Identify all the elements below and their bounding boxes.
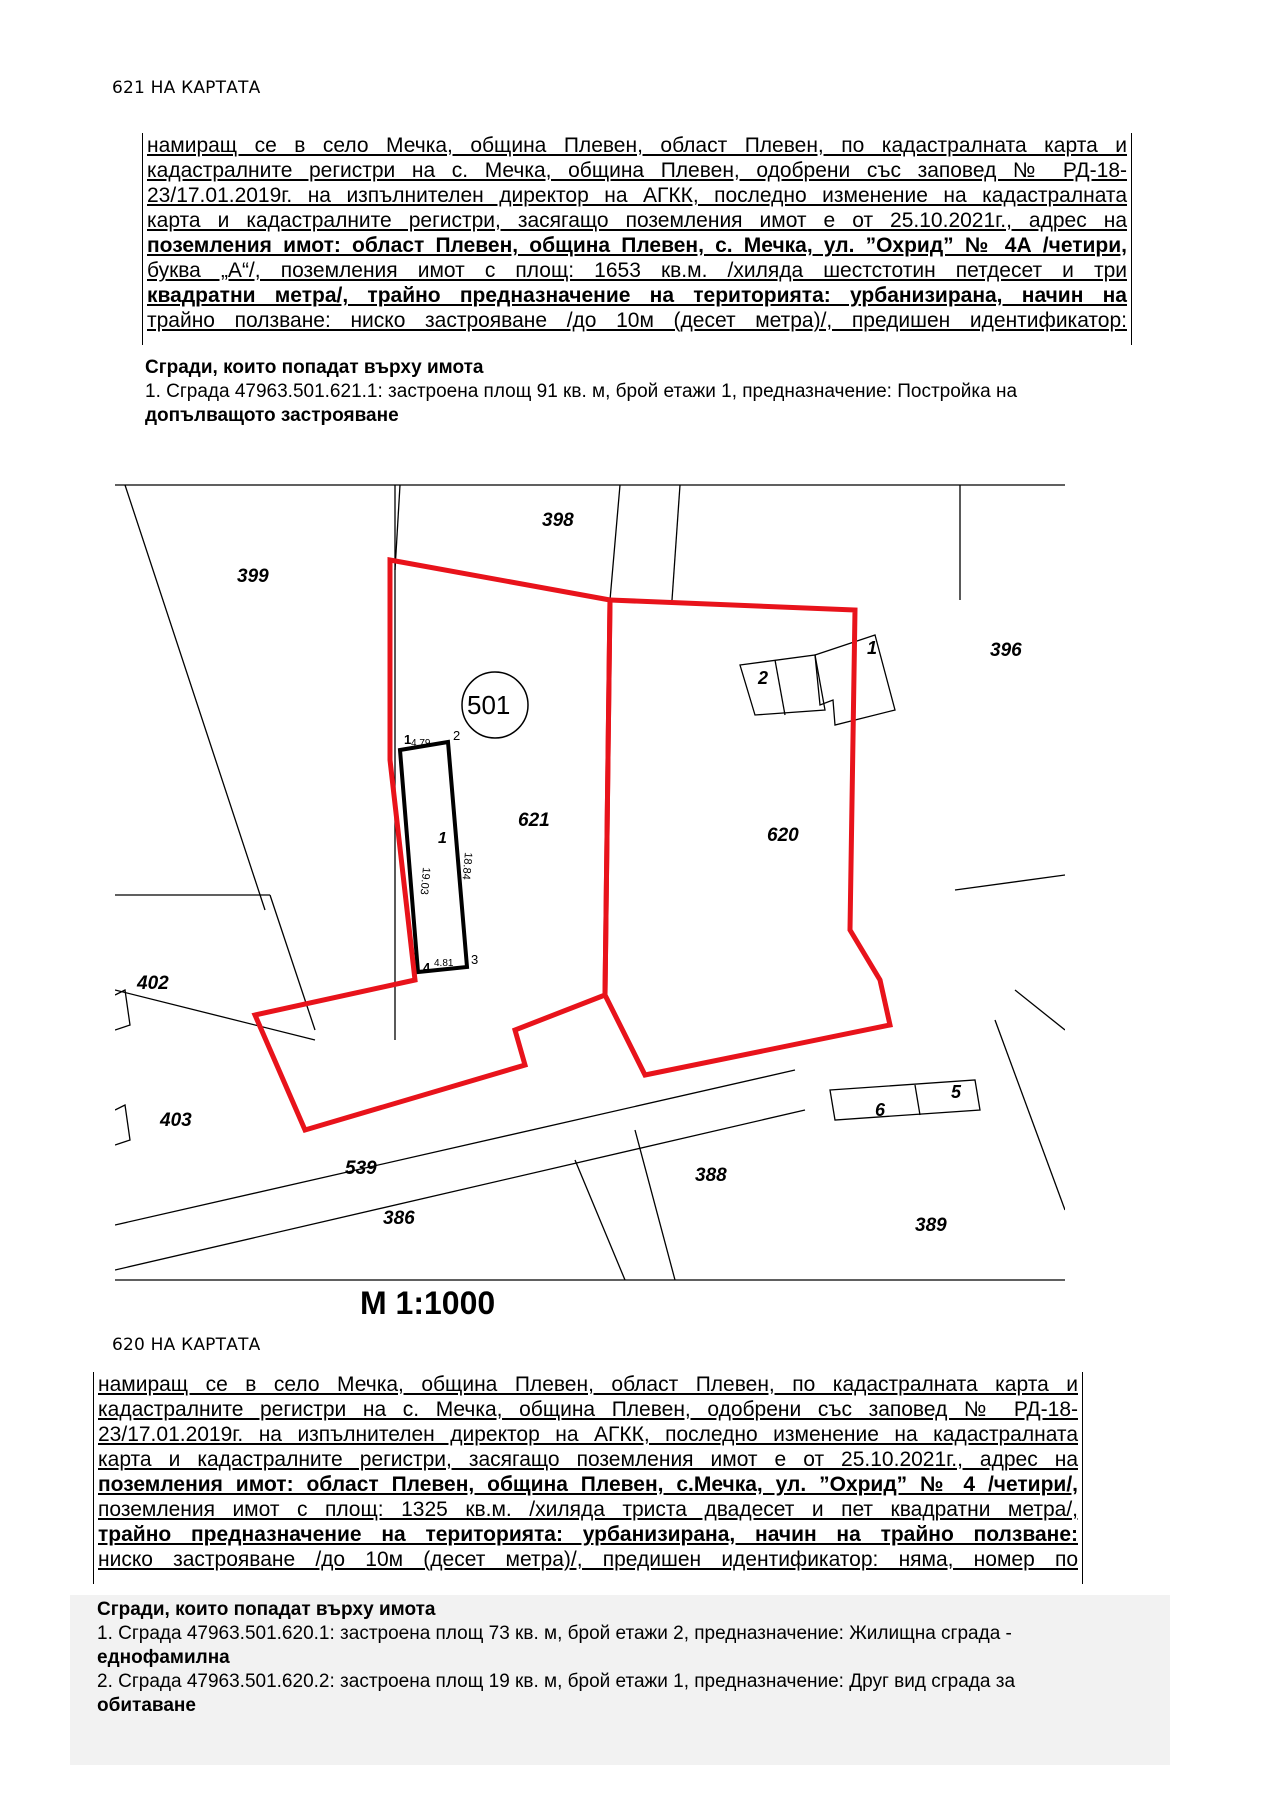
text-line: 23/17.01.2019г. на изпълнителен директор на АГКК, последно изменение на кадастралната bbox=[98, 1423, 1078, 1446]
text-line: поземления имот с площ: 1325 кв.м. /хиляда триста двадесет и пет квадратни метра/, bbox=[98, 1498, 1078, 1521]
parcel-label-621: 621 bbox=[518, 810, 550, 831]
parcel-label-389: 389 bbox=[915, 1215, 947, 1236]
text-line: намиращ се в село Мечка, община Плевен, област Плевен, по кадастралната карта и bbox=[147, 134, 1127, 157]
section-2-scanned-text bbox=[93, 1372, 1083, 1584]
buildings-title: Сгради, които попадат върху имота bbox=[97, 1599, 436, 1620]
buildings-west bbox=[115, 990, 130, 1145]
parcel-label-539: 539 bbox=[345, 1158, 377, 1179]
text-line: буква „А“/, поземления имот с площ: 1653 кв.м. /хиляда шестстотин петдесет и три bbox=[147, 259, 1127, 282]
parcel-label-403: 403 bbox=[160, 1110, 192, 1131]
parcel-label-399: 399 bbox=[237, 566, 269, 587]
buildings-title: Сгради, които попадат върху имота bbox=[145, 357, 484, 378]
dimension-label: 4.79 bbox=[411, 738, 431, 749]
parcel-label-396: 396 bbox=[990, 640, 1022, 661]
text-line: трайно ползване: ниско застрояване /до 10м (десет метра)/, предишен идентификатор: bbox=[147, 309, 1127, 332]
parcel-label-388: 388 bbox=[695, 1165, 727, 1186]
building-number: 5 bbox=[951, 1082, 962, 1102]
corner-number: 1 bbox=[404, 732, 412, 747]
dimension-label: 18.84 bbox=[459, 851, 474, 881]
text-line: кадастралните регистри на с. Мечка, община Плевен, одобрени със заповед № РД-18- bbox=[98, 1398, 1078, 1421]
cadastral-map bbox=[115, 470, 1065, 1310]
text-line: трайно предназначение на територията: урбанизирана, начин на трайно ползване: bbox=[98, 1523, 1078, 1546]
text-line: поземления имот: област Плевен, община Плевен, с. Мечка, ул. ”Охрид” № 4А /четири, bbox=[147, 234, 1127, 257]
text-line: карта и кадастралните регистри, засягащо поземления имот е от 25.10.2021г., адрес на bbox=[98, 1448, 1078, 1471]
text-line: 23/17.01.2019г. на изпълнителен директор на АГКК, последно изменение на кадастралната bbox=[147, 184, 1127, 207]
building-line: 1. Сграда 47963.501.621.1: застроена площ 91 кв. м, брой етажи 1, предназначение: Постройка на bbox=[145, 381, 1018, 402]
text-line: карта и кадастралните регистри, засягащо поземления имот е от 25.10.2021г., адрес на bbox=[147, 209, 1127, 232]
parcel-label-620: 620 bbox=[767, 825, 799, 846]
building-line: еднофамилна bbox=[97, 1647, 230, 1668]
building-number: 6 bbox=[875, 1100, 886, 1120]
section-2-heading: 620 НА КАРТАТА bbox=[112, 1335, 261, 1355]
parcel-label-398: 398 bbox=[542, 510, 574, 531]
section-1-heading: 621 НА КАРТАТА bbox=[112, 78, 261, 98]
parcel-label-402: 402 bbox=[137, 973, 169, 994]
building-line: допълващото застрояване bbox=[145, 405, 399, 426]
corner-number: 3 bbox=[471, 952, 479, 967]
corner-number: 4 bbox=[423, 960, 431, 975]
parcel-label-386: 386 bbox=[383, 1208, 415, 1229]
building-number: 1 bbox=[438, 830, 447, 847]
parcel-621-boundary bbox=[255, 560, 610, 1130]
text-line: кадастралните регистри на с. Мечка, община Плевен, одобрени със заповед № РД-18- bbox=[147, 159, 1127, 182]
text-line: поземления имот: област Плевен, община Плевен, с.Мечка, ул. ”Охрид” № 4 /четири/, bbox=[98, 1473, 1078, 1496]
building-number: 1 bbox=[867, 638, 878, 658]
text-line: квадратни метра/, трайно предназначение на територията: урбанизирана, начин на bbox=[147, 284, 1127, 307]
section-1-scanned-text bbox=[142, 133, 1132, 345]
building-line: 2. Сграда 47963.501.620.2: застроена площ 19 кв. м, брой етажи 1, предназначение: Друг вид сграда за bbox=[97, 1671, 1016, 1692]
section-2-buildings bbox=[97, 1598, 1197, 1718]
dimension-label: 19.03 bbox=[417, 866, 432, 896]
map-svg bbox=[115, 470, 1065, 1310]
building-number: 2 bbox=[758, 668, 769, 688]
building-line: обитаване bbox=[97, 1695, 196, 1716]
corner-number: 2 bbox=[453, 728, 461, 743]
parcel-label-501: 501 bbox=[467, 690, 511, 720]
section-1-buildings bbox=[145, 356, 1145, 428]
text-line: ниско застрояване /до 10м (десет метра)/, предишен идентификатор: няма, номер по bbox=[98, 1548, 1078, 1571]
building-line: 1. Сграда 47963.501.620.1: застроена площ 73 кв. м, брой етажи 2, предназначение: Жилищна сграда - bbox=[97, 1623, 1012, 1644]
map-scale: М 1:1000 bbox=[360, 1285, 496, 1321]
parcel-lines bbox=[115, 485, 1065, 1280]
text-line: намиращ се в село Мечка, община Плевен, област Плевен, по кадастралната карта и bbox=[98, 1373, 1078, 1396]
parcel-620-boundary bbox=[605, 600, 890, 1075]
dimension-label: 4.81 bbox=[434, 958, 454, 969]
